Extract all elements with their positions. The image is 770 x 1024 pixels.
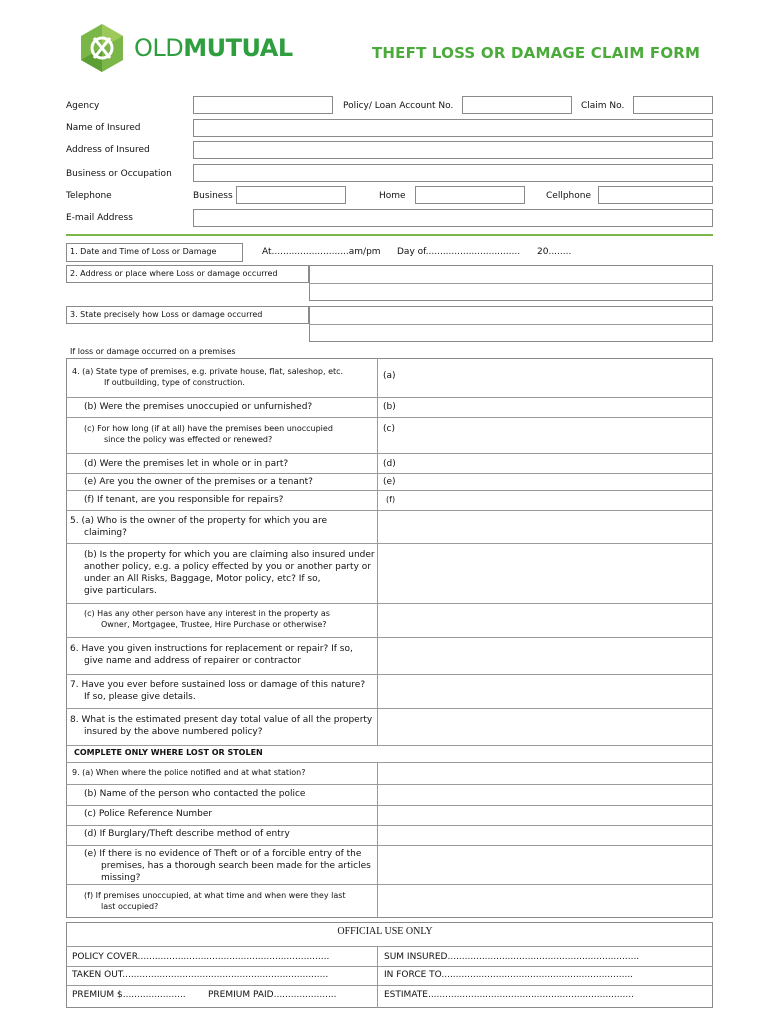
- q9d-label: (d) If Burglary/Theft describe method of entry: [84, 829, 290, 839]
- name-field[interactable]: [193, 119, 713, 137]
- row-line: [66, 845, 713, 846]
- q5a-line2: claiming?: [84, 528, 127, 538]
- home-phone-label: Home: [379, 191, 406, 201]
- q8-line1: 8. What is the estimated present day total value of all the property: [70, 715, 373, 725]
- q4c-line2: since the policy was effected or renewed?: [104, 435, 273, 444]
- lost-stolen-header: COMPLETE ONLY WHERE LOST OR STOLEN: [74, 748, 263, 757]
- taken-out-field[interactable]: TAKEN OUT........................................................................: [72, 970, 329, 980]
- q4e-label: (e) Are you the owner of the premises or a tenant?: [84, 477, 313, 487]
- agency-label: Agency: [66, 101, 100, 111]
- form-title: THEFT LOSS OR DAMAGE CLAIM FORM: [372, 44, 701, 62]
- premium-paid-field[interactable]: PREMIUM PAID......................: [208, 990, 337, 1000]
- q4c-answer-label[interactable]: (c): [383, 424, 395, 434]
- agency-field[interactable]: [193, 96, 333, 114]
- q9a-label: 9. (a) When where the police notified and at what station?: [72, 768, 306, 777]
- q9c-label: (c) Police Reference Number: [84, 809, 213, 819]
- q9f-line2: last occupied?: [101, 902, 159, 911]
- questions-column-divider-2: [377, 762, 378, 918]
- q6-line2: give name and address of repairer or contractor: [84, 656, 301, 666]
- row-line: [66, 637, 713, 638]
- q6-line1: 6. Have you given instructions for replacement or repair? If so,: [70, 644, 353, 654]
- q4d-label: (d) Were the premises let in whole or in part?: [84, 459, 289, 469]
- claim-field[interactable]: [633, 96, 713, 114]
- q5b-line2: another policy, e.g. a policy effected by you or another party or: [84, 562, 371, 572]
- q5c-line2: Owner, Mortgagee, Trustee, Hire Purchase or otherwise?: [101, 620, 327, 629]
- policy-field[interactable]: [462, 96, 572, 114]
- logo: [76, 22, 128, 74]
- q4f-answer-label[interactable]: (f): [386, 495, 396, 504]
- estimate-field[interactable]: ESTIMATE........................................................................: [384, 990, 634, 1000]
- cellphone-label: Cellphone: [546, 191, 591, 201]
- official-use-title: OFFICIAL USE ONLY: [337, 926, 433, 937]
- row-line: [66, 708, 713, 709]
- q4e-answer-label[interactable]: (e): [383, 477, 396, 487]
- q5a-line1: 5. (a) Who is the owner of the property for which you are: [70, 516, 327, 526]
- q1-day[interactable]: Day of.................................: [397, 247, 521, 257]
- q1-label: 1. Date and Time of Loss or Damage: [70, 247, 217, 256]
- official-row-line: [66, 985, 713, 986]
- q4a-line2: If outbuilding, type of construction.: [104, 378, 245, 387]
- premises-note: If loss or damage occurred on a premises: [70, 347, 236, 356]
- business-phone-field[interactable]: [236, 186, 346, 204]
- q2-label: 2. Address or place where Loss or damage occurred: [70, 269, 278, 278]
- official-row-line: [66, 966, 713, 967]
- email-field[interactable]: [193, 209, 713, 227]
- email-label: E-mail Address: [66, 213, 133, 223]
- brand-mutual: MUTUAL: [183, 34, 293, 62]
- row-line: [66, 884, 713, 885]
- q9b-label: (b) Name of the person who contacted the police: [84, 789, 306, 799]
- row-line: [66, 490, 713, 491]
- q3-label: 3. State precisely how Loss or damage occurred: [70, 310, 263, 319]
- row-line: [66, 510, 713, 511]
- row-line: [66, 473, 713, 474]
- row-line: [66, 825, 713, 826]
- row-line: [66, 417, 713, 418]
- q8-line2: insured by the above numbered policy?: [84, 727, 263, 737]
- q5b-line4: give particulars.: [84, 586, 157, 596]
- row-line: [66, 397, 713, 398]
- row-line: [66, 745, 713, 746]
- home-phone-field[interactable]: [415, 186, 525, 204]
- official-column-divider: [377, 946, 378, 1008]
- address-field[interactable]: [193, 141, 713, 159]
- business-phone-label: Business: [193, 191, 233, 201]
- q4b-label: (b) Were the premises unoccupied or unfurnished?: [84, 402, 313, 412]
- q9e-line1: (e) If there is no evidence of Theft or of a forcible entry of the: [84, 849, 362, 859]
- row-line: [66, 674, 713, 675]
- q4a-line1: 4. (a) State type of premises, e.g. private house, flat, saleshop, etc.: [72, 367, 344, 376]
- row-line: [66, 762, 713, 763]
- official-divider: [66, 946, 713, 947]
- premium-field[interactable]: PREMIUM $......................: [72, 990, 186, 1000]
- brand-old: OLD: [134, 34, 184, 62]
- claim-label: Claim No.: [581, 101, 625, 111]
- q9e-line2: premises, has a thorough search been made for the articles: [101, 861, 371, 871]
- q4c-line1: (c) For how long (if at all) have the premises been unoccupied: [84, 424, 333, 433]
- q9f-line1: (f) If premises unoccupied, at what time and when were they last: [84, 891, 346, 900]
- telephone-label: Telephone: [66, 191, 112, 201]
- occupation-label: Business or Occupation: [66, 169, 172, 179]
- row-line: [66, 805, 713, 806]
- brand-name: [134, 34, 293, 62]
- q4d-answer-label[interactable]: (d): [383, 459, 396, 469]
- row-line: [66, 543, 713, 544]
- q9e-line3: missing?: [101, 873, 141, 883]
- q3-answer-divider: [309, 324, 713, 325]
- q1-time[interactable]: At...........................am/pm: [262, 247, 381, 257]
- q5b-line3: under an All Risks, Baggage, Motor policy, etc? If so,: [84, 574, 321, 584]
- q4b-answer-label[interactable]: (b): [383, 402, 396, 412]
- row-line: [66, 603, 713, 604]
- q5c-line1: (c) Has any other person have any interest in the property as: [84, 609, 330, 618]
- green-divider: [66, 234, 713, 236]
- q7-line2: If so, please give details.: [84, 692, 196, 702]
- row-line: [66, 453, 713, 454]
- cellphone-field[interactable]: [598, 186, 713, 204]
- address-label: Address of Insured: [66, 145, 150, 155]
- q4f-label: (f) If tenant, are you responsible for repairs?: [84, 495, 284, 505]
- policy-cover-field[interactable]: POLICY COVER...................................................................: [72, 952, 330, 962]
- row-line: [66, 784, 713, 785]
- occupation-field[interactable]: [193, 164, 713, 182]
- q1-year[interactable]: 20........: [537, 247, 572, 257]
- q4a-answer-label[interactable]: (a): [383, 371, 396, 381]
- name-label: Name of Insured: [66, 123, 141, 133]
- policy-label: Policy/ Loan Account No.: [343, 101, 454, 111]
- q2-answer-divider: [309, 283, 713, 284]
- in-force-field[interactable]: IN FORCE TO...................................................................: [384, 970, 634, 980]
- sum-insured-field[interactable]: SUM INSURED...................................................................: [384, 952, 640, 962]
- q7-line1: 7. Have you ever before sustained loss or damage of this nature?: [70, 680, 366, 690]
- old-mutual-logo-icon: [76, 22, 128, 74]
- q5b-line1: (b) Is the property for which you are claiming also insured under: [84, 550, 375, 560]
